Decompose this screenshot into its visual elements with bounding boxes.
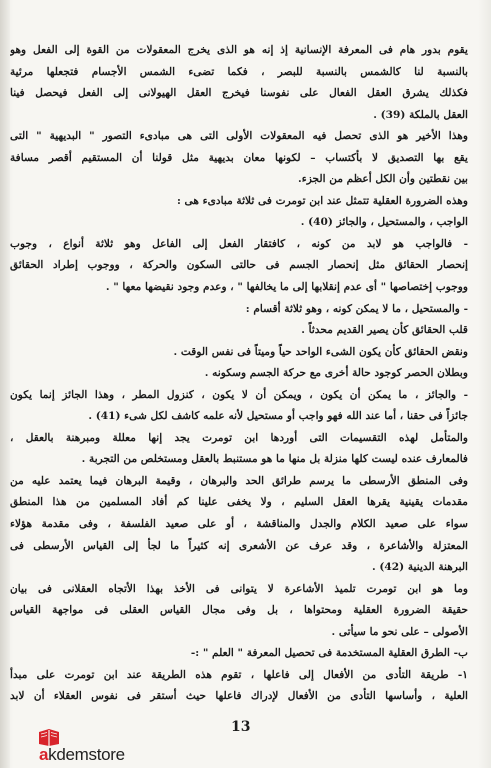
text-line: ووجوب إختصاصها " أى عدم إنقلابها إلى ما يخالفها " ، وعدم وجود نقيضها معها " . (105, 281, 468, 294)
text-line: فالمعارف عنده ليست كلها منزلة بل منها ما هو مستنبط بالعقل ومستخلص من التجربة . (81, 453, 468, 466)
text-line: فكذلك يشرق العقل الفعال على نفوسنا فيخرج العقل الهيولانى إلى الفعل فيحصل فينا (10, 87, 468, 100)
watermark-accent-letter: a (39, 745, 49, 764)
text-line: وبطلان الحصر كوجود حالة أخرى مع حركة الجسم وسكونه . (204, 367, 468, 380)
text-line: الواجب ، والمستحيل ، والجائز (40) . (300, 216, 468, 229)
watermark-text (39, 745, 125, 765)
page-binding-shadow (0, 0, 10, 768)
text-line: وما هو ابن تومرت تلميذ الأشاعرة لا يتوانى فى الأخذ بهذا الأتجاه العقلانى فى بيان (10, 582, 468, 595)
text-line: - فالواجب هو لابد من كونه ، كافتقار الفعل إلى الفاعل وهو ثلاثة أنواع ، وجوب (10, 237, 468, 250)
text-line: والمتأمل لهذه التقسيمات التى أوردها ابن تومرت يجد إنها معللة ومبرهنة بالعقل ، (10, 431, 468, 444)
book-logo-icon (38, 727, 60, 747)
text-line: يقع بها التصديق لا بأكتساب – لكونها معان بديهية مثل قولنا أن المستقيم أقصر مسافة (10, 151, 468, 164)
text-line: وفى المنطق الأرسطى ما يرسم طرائق الحد والبرهان ، وقيمة البرهان فيما يعتمد عليه من (10, 474, 468, 487)
page-number: 13 (231, 719, 251, 735)
text-line: البرهنة الدينية (42) . (372, 561, 468, 574)
text-line: ١- طريقة التأدى من الأفعال إلى فاعلها ، تقوم هذه الطريقة عند ابن تومرت على مبدأ (10, 668, 468, 681)
text-line: - والمستحيل ، ما لا يمكن كونه ، وهو ثلاثة أقسام : (245, 302, 468, 315)
text-line: المعتزلة والأشاعرة ، وقد عرف عن الأشعرى إنه كثيراً ما لجأ إلى القياس الأرسطى فى (10, 539, 468, 552)
text-line: حقيقة الضرورة العقلية ومحتواها ، بل وفى مجال القياس العقلى فى مواجهة القياس (10, 604, 468, 617)
text-line: مقدمات يقينية يقرها العقل السليم ، ولا يخفى علينا كم أفاد المسلمين من هذا المنطق (10, 496, 468, 509)
body-text (10, 40, 468, 708)
watermark-rest: kdemstore (48, 745, 125, 764)
text-line: قلب الحقائق كأن يصير القديم محدثاً . (301, 324, 468, 337)
text-line: بالنسبة لنا كالشمس بالنسبة للبصر ، فكما تضىء الشمس الأجسام فتجعلها مرئية (10, 65, 468, 78)
text-line: يقوم بدور هام فى المعرفة الإنسانية إذ إنه هو الذى يخرج المعقولات من القوة إلى الفعل وهو (10, 44, 468, 56)
text-line: الأصولى – على نحو ما سيأتى . (331, 625, 468, 638)
text-line: ونقض الحقائق كأن يكون الشىء الواحد حياً وميتاً فى نفس الوقت . (173, 345, 468, 358)
text-line: بين نقطتين وأن الكل أعظم من الجزء. (298, 173, 468, 186)
text-line: ب- الطرق العقلية المستخدمة فى تحصيل المعرفة " العلم " :- (190, 647, 468, 660)
text-line: سواء على صعيد الكلام والجدل والمناقشة ، أو على صعيد الفلسفة ، وفى مقدمة هؤلاء (10, 518, 468, 531)
text-line: إنحصار الحقائق مثل إنحصار الجسم فى حالتى السكون والحركة ، ووجوب إطراد الحقائق (10, 259, 468, 272)
text-line: العلية ، وأساسها التأدى من الأفعال لإدراك فاعلها حيث أستقر فى نفوس العقلاء أن لابد (10, 690, 468, 703)
text-line: - والجائز ، ما يمكن أن يكون ، ويمكن أن لا يكون ، كنزول المطر ، وهذا الجائز إنما يكون (10, 388, 468, 401)
text-line: جائزاً فى حقنا ، أما عند الله فهو واجب أو مستحيل لأنه علمه كاشف لكل شىء (41) . (88, 410, 468, 423)
akdemstore-watermark (33, 727, 183, 764)
text-line: العقل بالملكة (39) . (373, 108, 468, 121)
text-line: وهذا الأخير هو الذى تحصل فيه المعقولات الأولى التى هى مبادىء التصور " البديهية " التى (10, 130, 468, 143)
text-line: وهذه الضرورة العقلية تتمثل عند ابن تومرت فى ثلاثة مبادىء هى : (176, 194, 468, 207)
